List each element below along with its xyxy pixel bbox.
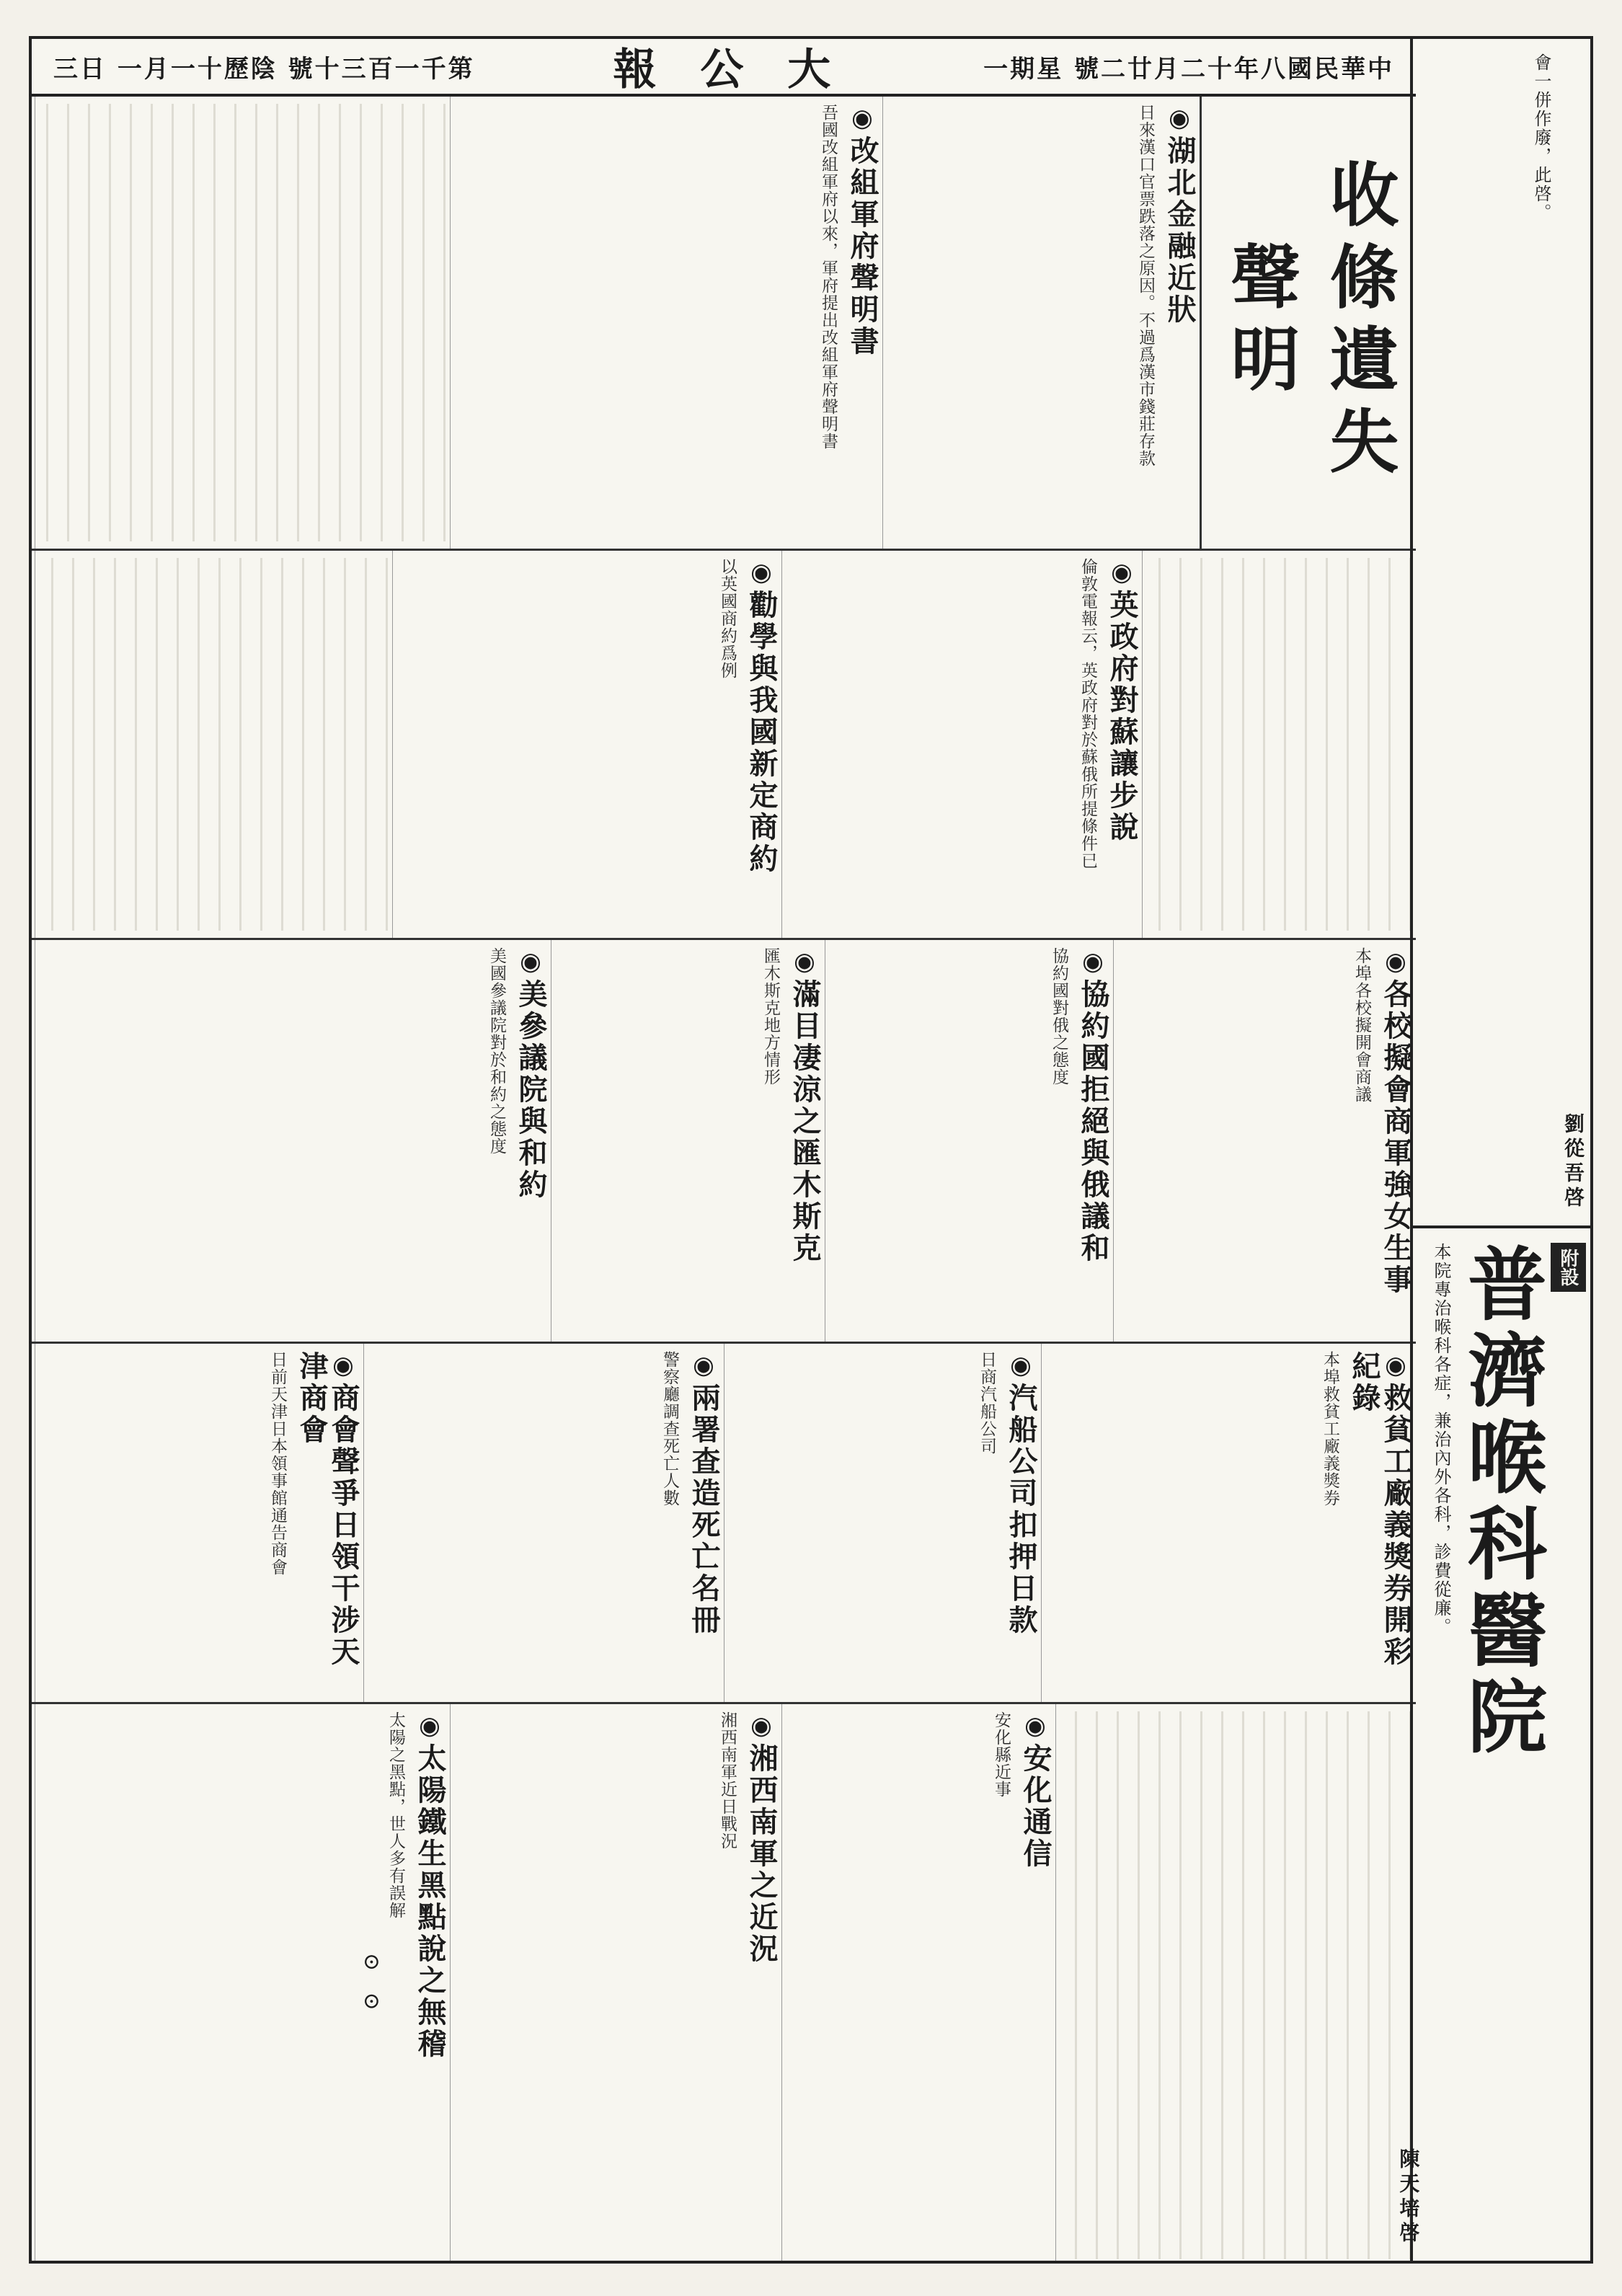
article-headline: ◉湖北金融近狀 [1163, 104, 1196, 326]
newspaper-page [29, 36, 1593, 2264]
article [450, 97, 882, 549]
text-columns [40, 558, 388, 931]
clinic-ad-tag: 附設 [1551, 1243, 1586, 1292]
notice-block [1200, 97, 1416, 549]
article-excerpt: 湘西南軍近日戰況 [718, 1711, 737, 1850]
article [1142, 551, 1416, 938]
article-band [32, 940, 1416, 1344]
article [1041, 1344, 1416, 1702]
article-excerpt: 倫敦電報云，英政府對於蘇俄所提條件已 [1078, 558, 1097, 869]
article-excerpt: 安化縣近事 [992, 1711, 1011, 1798]
masthead-date-left: 三日 一月一十歷陰 號十三百一千第 [53, 54, 475, 84]
article-area [32, 97, 1416, 2261]
article-headline: ◉各校擬會商軍強女生事 [1379, 947, 1412, 1296]
article-band [32, 551, 1416, 940]
sidebar-top-ad [1413, 39, 1590, 1228]
article [363, 1344, 724, 1702]
article-excerpt: 本埠救貧工廠義獎券 [1321, 1351, 1339, 1507]
article-excerpt: 協約國對俄之態度 [1050, 947, 1068, 1086]
article [35, 940, 551, 1342]
clinic-ad-text: 本院專治喉科各症，兼治內外各科，診費從廉。 [1431, 1243, 1451, 1636]
article-headline: ◉湘西南軍之近況 [745, 1711, 778, 1965]
article-headline: ◉勸學與我國新定商約 [745, 558, 778, 875]
article-excerpt: 匯木斯克地方情形 [761, 947, 780, 1086]
notice-text: 鄙人於陰曆十一月九日遺失收條兩張，特此聲明作廢。 [1200, 125, 1201, 520]
article-headline: ◉太陽鐵生黑點說之無稽 [413, 1711, 446, 2060]
article [825, 940, 1113, 1342]
article [551, 940, 825, 1342]
article-band [32, 1704, 1416, 2264]
notice-title: 收條遺失聲明 [1220, 158, 1399, 487]
article [392, 551, 781, 938]
article-headline: ◉汽船公司扣押日款 [1004, 1351, 1037, 1636]
article-band [32, 97, 1416, 551]
article-excerpt: 太陽之黑點，世人多有誤解 [386, 1711, 405, 1919]
text-columns [40, 104, 446, 541]
article [781, 551, 1142, 938]
article [724, 1344, 1041, 1702]
masthead-date-right: 一期星 號二廿月二十年八國民華中 [983, 54, 1394, 84]
article [450, 1704, 781, 2264]
article-excerpt: 警察廳調查死亡人數 [660, 1351, 679, 1507]
article-headline: ◉商會聲爭日領干涉天津商會 [295, 1351, 360, 1668]
article-headline: ◉協約國拒絕與俄議和 [1076, 947, 1109, 1264]
sidebar-top-sign: 劉從吾啓 [1561, 1113, 1585, 1211]
text-columns [1147, 558, 1412, 931]
article-headline: ◉兩署查造死亡名冊 [687, 1351, 720, 1636]
article-excerpt: 以英國商約爲例 [718, 558, 737, 679]
article [35, 1344, 363, 1702]
clinic-ad [1396, 1228, 1590, 2261]
sidebar-top-text: 會一併作廢，此啓。 [1531, 53, 1551, 222]
article [35, 1704, 450, 2264]
article-headline: ◉安化通信 [1019, 1711, 1052, 1870]
article-band [32, 1344, 1416, 1704]
article [35, 97, 450, 549]
article-excerpt: 本埠各校擬開會商議 [1352, 947, 1371, 1103]
article-headline: ◉美參議院與和約 [514, 947, 547, 1201]
clinic-ad-title: 普濟喉科醫院 [1455, 1243, 1547, 1762]
article-excerpt: 美國參議院對於和約之態度 [487, 947, 506, 1155]
article [35, 551, 392, 938]
article [1055, 1704, 1416, 2264]
article-excerpt: 吾國改組軍府以來，軍府提出改組軍府聲明書 [819, 104, 838, 450]
article-headline: ◉改組軍府聲明書 [846, 104, 879, 358]
clinic-ad-sign: 陳天培啓 [1396, 2148, 1421, 2246]
article [781, 1704, 1055, 2264]
right-sidebar [1396, 39, 1590, 2261]
article [882, 97, 1200, 549]
article-excerpt: 日前天津日本領事館通告商會 [268, 1351, 287, 1576]
article [1113, 940, 1416, 1342]
newspaper-title: 報 公 大 [613, 45, 846, 95]
article-headline: ◉滿目凄涼之匯木斯克 [788, 947, 821, 1264]
masthead [32, 39, 1416, 97]
article-excerpt: 日商汽船公司 [978, 1351, 996, 1455]
article-excerpt: 日來漢口官票跌落之原因。不過爲漢市錢莊存款 [1136, 104, 1155, 467]
article-headline: ◉英政府對蘇讓步說 [1105, 558, 1138, 843]
decorative-dots: ⊙ ⊙ [358, 1953, 384, 2018]
article-headline: ◉救貧工廠義獎券開彩紀錄 [1347, 1351, 1412, 1668]
text-columns [1060, 1711, 1412, 2259]
